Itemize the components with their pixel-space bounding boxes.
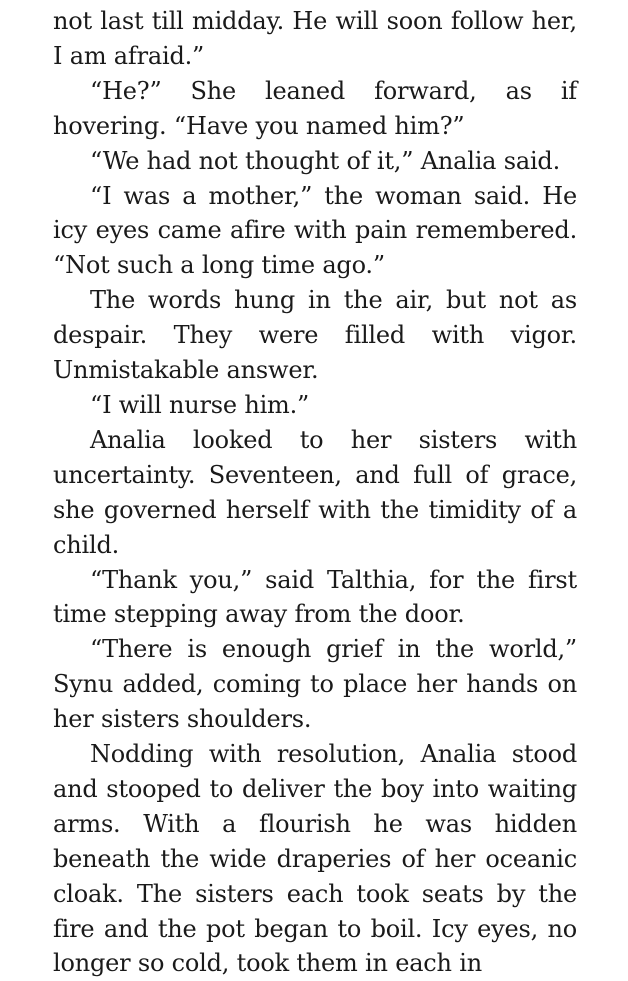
paragraph-continuation: not last till midday. He will soon follow her, I am afraid.” xyxy=(53,7,577,70)
paragraph: “He?” She leaned forward, as if hovering. “Have you named him?” xyxy=(53,76,577,140)
paragraph: Nodding with resolution, Analia stood and stooped to deliver the boy into waiting arms. With a flourish he was hidden beneath the wide draperies of her oceanic cloak. The sisters each took seats by the fire and the pot began to boil. Icy eyes, no longer so cold, took them in each in xyxy=(53,740,577,978)
paragraph: “We had not thought of it,” Analia said. xyxy=(90,146,561,175)
paragraph: “I was a mother,” the woman said. He icy eyes came afire with pain remembered. “Not such a long time ago.” xyxy=(53,181,577,280)
paragraph: “Thank you,” said Talthia, for the first time stepping away from the door. xyxy=(53,565,577,629)
paragraph: The words hung in the air, but not as despair. They were filled with vigor. Unmistakable answer. xyxy=(53,286,577,385)
paragraph: “I will nurse him.” xyxy=(90,390,310,419)
paragraph: “There is enough grief in the world,” Synu added, coming to place her hands on her sisters shoulders. xyxy=(53,635,577,734)
page-text xyxy=(53,4,577,981)
paragraph: Analia looked to her sisters with uncertainty. Seventeen, and full of grace, she governed herself with the timidity of a child. xyxy=(53,425,577,559)
